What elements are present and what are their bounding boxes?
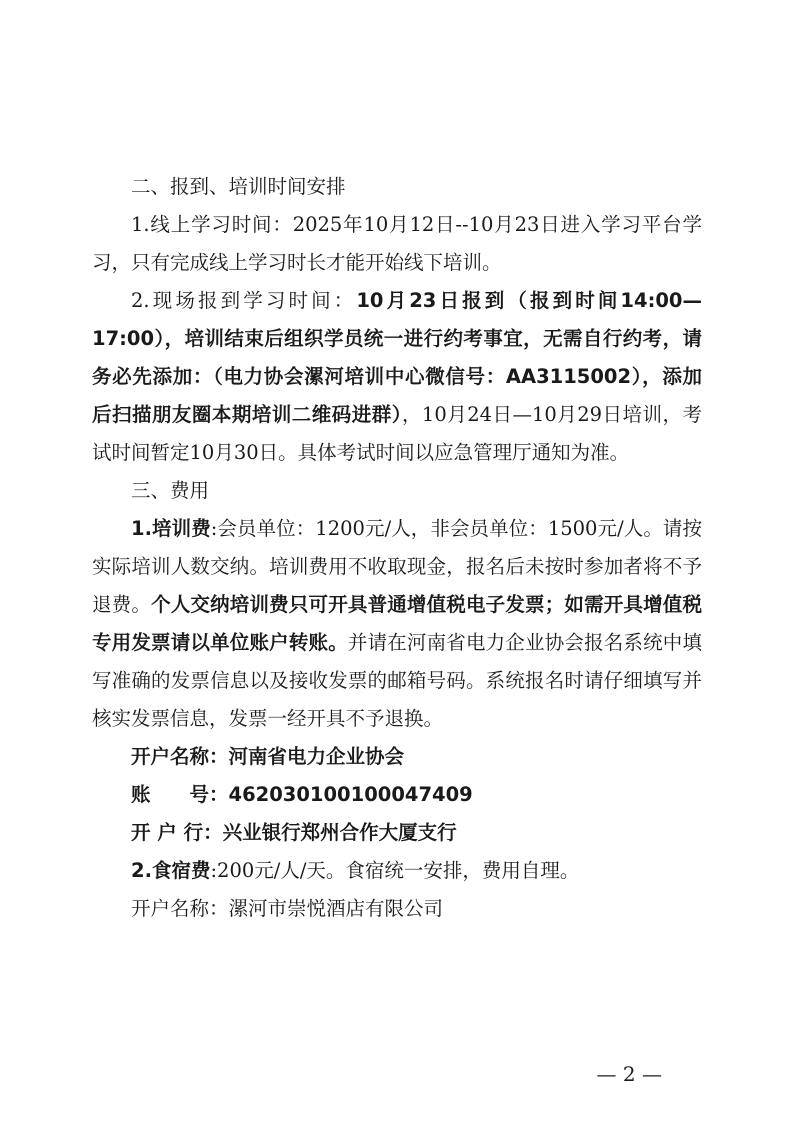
training-fee-text: :会员单位：1200元/人，非会员单位：1500元/人。请按实际培训人数交纳。培训费用不收取现金，报名后未按时参加者将不予退费。 [92,517,702,616]
lodging-fee-text: :200元/人/天。食宿统一安排，费用自理。 [210,859,580,882]
hotel-account-label: 开户名称： [131,897,229,920]
onsite-registration-rest: ，10月24日—10月29日培训，考试时间暂定10月30日。具体考试时间以应急管理厅通知为准。 [92,403,702,464]
onsite-registration-prefix: 2.现场报到学习时间： [131,289,357,312]
training-fee-label: 1.培训费 [131,517,211,540]
hotel-account-value: 漯河市崇悦酒店有限公司 [228,897,444,920]
training-fee-paragraph [92,510,702,738]
account-number-label: 账 号： [131,783,229,806]
section-2-heading: 二、报到、培训时间安排 [131,175,346,198]
account-name-label: 开户名称： [131,745,229,768]
onsite-registration-bold: 10月23日报到（报到时间14:00—17:00），培训结束后组织学员统一进行约考事宜，无需自行约考，请务必先添加：（电力协会漯河培训中心微信号：AA3115002），添加后扫描朋友圈本期培训二维码进群） [92,289,703,426]
lodging-fee-label: 2.食宿费 [131,859,211,882]
onsite-registration-paragraph [92,282,702,472]
training-fee-rest: 并请在河南省电力企业协会报名系统中填写准确的发票信息以及接收发票的邮箱号码。系统报名时请仔细填写并核实发票信息，发票一经开具不予退换。 [92,631,702,730]
hotel-account-row [92,890,702,928]
section-3-heading: 三、费用 [131,479,210,502]
invoice-notice-bold: 个人交纳培训费只可开具普通增值税电子发票；如需开具增值税专用发票请以单位账户转账。 [92,593,702,654]
account-bank-label: 开 户 行： [131,821,223,844]
document-body [92,168,702,928]
lodging-fee-paragraph [92,852,702,890]
account-number-value: 462030100100047409 [228,783,473,806]
account-bank-value: 兴业银行郑州合作大厦支行 [222,821,457,844]
page-number: — 2 — [596,1062,662,1086]
account-name-value: 河南省电力企业协会 [228,745,405,768]
online-study-paragraph: 1.线上学习时间：2025年10月12日--10月23日进入学习平台学习，只有完成线上学习时长才能开始线下培训。 [92,213,702,274]
account-bank-row [92,814,702,852]
account-number-row [92,776,702,814]
account-name-row [92,738,702,776]
